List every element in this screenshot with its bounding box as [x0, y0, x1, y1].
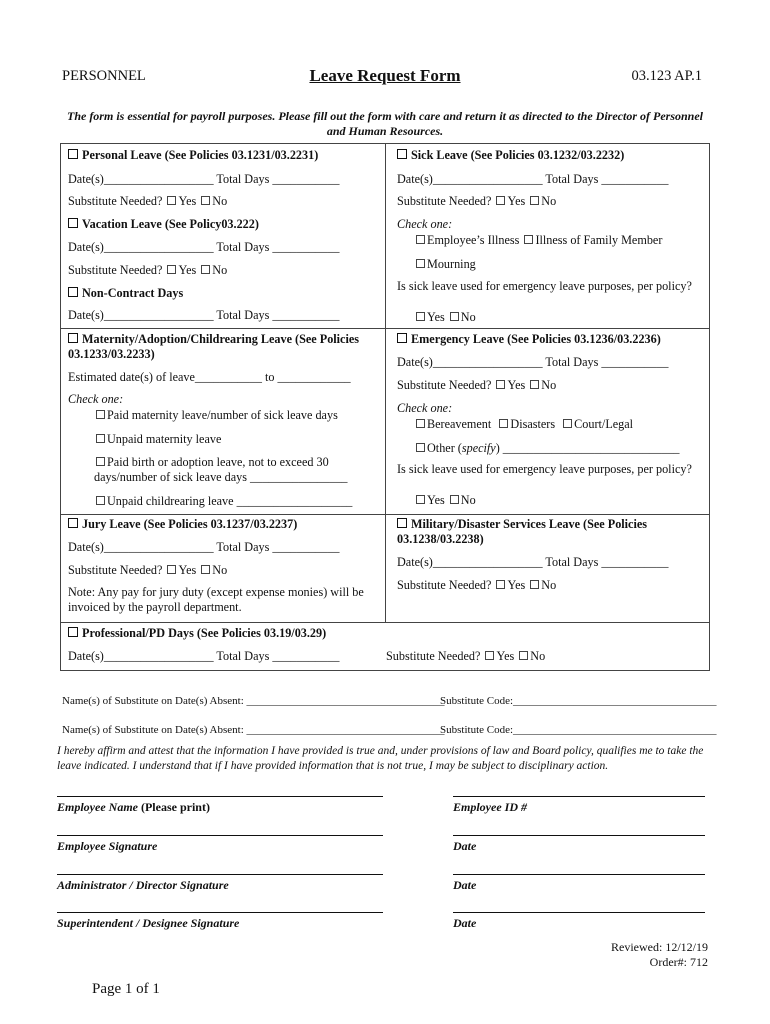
checkbox-icon[interactable]	[167, 196, 176, 205]
superintendent-signature-label: Superintendent / Designee Signature	[57, 916, 240, 930]
checkbox-icon[interactable]	[397, 333, 407, 343]
header-personnel: PERSONNEL	[62, 68, 146, 84]
sick-check-one: Check one:	[397, 217, 453, 231]
checkbox-icon[interactable]	[496, 580, 505, 589]
sick-leave-option[interactable]: Sick Leave (See Policies 03.1232/03.2232)	[397, 148, 624, 163]
checkbox-icon[interactable]	[416, 495, 425, 504]
form-code: 03.123 AP.1	[631, 68, 702, 84]
checkbox-icon[interactable]	[96, 457, 105, 466]
professional-days-option[interactable]: Professional/PD Days (See Policies 03.19/03.29)	[68, 626, 326, 641]
checkbox-icon[interactable]	[96, 496, 105, 505]
checkbox-icon[interactable]	[201, 565, 210, 574]
superintendent-date-label: Date	[453, 916, 477, 930]
jury-substitute[interactable]: Substitute Needed? Yes No	[68, 563, 228, 577]
form-title: Leave Request Form	[309, 66, 461, 85]
emergency-substitute[interactable]: Substitute Needed? Yes No	[397, 378, 557, 392]
vacation-dates[interactable]: Date(s)__________________ Total Days ___________	[68, 240, 340, 254]
personal-dates[interactable]: Date(s)__________________ Total Days ___________	[68, 172, 340, 186]
maternity-option-2[interactable]: Unpaid maternity leave	[94, 432, 221, 447]
affirmation-text: I hereby affirm and attest that the information I have provided is true and, under provisions of law and Board policy, qualifies me to take the leave indicated. I understand that if I have provided information that is not true, I may be subject to disciplinary action.	[57, 745, 704, 772]
maternity-estimated-dates[interactable]: Estimated date(s) of leave___________ to ____________	[68, 370, 351, 384]
employee-id-line[interactable]	[453, 796, 705, 797]
employee-name-line[interactable]	[57, 796, 383, 797]
admin-signature-label: Administrator / Director Signature	[57, 878, 229, 892]
maternity-option-1[interactable]: Paid maternity leave/number of sick leave days	[94, 408, 338, 423]
sick-emergency-answer[interactable]: Yes No	[414, 310, 476, 325]
page-number: Page 1 of 1	[92, 981, 160, 997]
sick-mourning-option[interactable]: Mourning	[414, 257, 476, 272]
substitute-code-1[interactable]: Substitute Code:_____________________________________	[440, 695, 717, 707]
order-number: Order#: 712	[649, 955, 708, 969]
noncontract-option[interactable]: Non-Contract Days	[68, 286, 183, 301]
checkbox-icon[interactable]	[96, 434, 105, 443]
checkbox-icon[interactable]	[524, 235, 533, 244]
jury-note: Note: Any pay for jury duty (except expense monies) will be invoiced by the payroll department.	[68, 585, 364, 614]
emergency-answer[interactable]: Yes No	[414, 493, 476, 508]
employee-date-label: Date	[453, 839, 477, 853]
military-substitute[interactable]: Substitute Needed? Yes No	[397, 578, 557, 592]
maternity-option-3[interactable]: Paid birth or adoption leave, not to exceed 30 days/number of sick leave days ________________	[94, 455, 348, 484]
professional-dates[interactable]: Date(s)__________________ Total Days ___________	[68, 649, 340, 663]
row-divider-2	[60, 514, 709, 515]
checkbox-icon[interactable]	[68, 518, 78, 528]
checkbox-icon[interactable]	[68, 149, 78, 159]
admin-date-line[interactable]	[453, 874, 705, 875]
jury-leave-option[interactable]: Jury Leave (See Policies 03.1237/03.2237)	[68, 517, 297, 532]
employee-signature-line[interactable]	[57, 835, 383, 836]
superintendent-signature-line[interactable]	[57, 912, 383, 913]
checkbox-icon[interactable]	[450, 495, 459, 504]
row-divider-3	[60, 622, 709, 623]
military-dates[interactable]: Date(s)__________________ Total Days ___________	[397, 555, 669, 569]
checkbox-icon[interactable]	[201, 196, 210, 205]
substitute-code-2[interactable]: Substitute Code:_____________________________________	[440, 724, 717, 736]
checkbox-icon[interactable]	[416, 419, 425, 428]
checkbox-icon[interactable]	[167, 265, 176, 274]
maternity-check-one: Check one:	[68, 392, 124, 406]
checkbox-icon[interactable]	[519, 651, 528, 660]
reviewed-date: Reviewed: 12/12/19	[611, 940, 708, 954]
emergency-dates[interactable]: Date(s)__________________ Total Days ___________	[397, 355, 669, 369]
maternity-leave-option[interactable]: Maternity/Adoption/Childrearing Leave (See Policies 03.1233/03.2233)	[68, 332, 360, 361]
intro-text: The form is essential for payroll purposes. Please fill out the form with care and return it as directed to the Director of Personnel and Human Resources.	[66, 109, 703, 138]
checkbox-icon[interactable]	[201, 265, 210, 274]
checkbox-icon[interactable]	[68, 287, 78, 297]
checkbox-icon[interactable]	[530, 380, 539, 389]
superintendent-date-line[interactable]	[453, 912, 705, 913]
checkbox-icon[interactable]	[563, 419, 572, 428]
employee-date-line[interactable]	[453, 835, 705, 836]
checkbox-icon[interactable]	[496, 380, 505, 389]
personal-leave-option[interactable]: Personal Leave (See Policies 03.1231/03.2231)	[68, 148, 318, 163]
military-leave-option[interactable]: Military/Disaster Services Leave (See Policies 03.1238/03.2238)	[397, 517, 648, 546]
substitute-name-2[interactable]: Name(s) of Substitute on Date(s) Absent: ____________________________________	[62, 724, 445, 736]
checkbox-icon[interactable]	[416, 235, 425, 244]
checkbox-icon[interactable]	[68, 627, 78, 637]
checkbox-icon[interactable]	[68, 333, 78, 343]
checkbox-icon[interactable]	[530, 580, 539, 589]
vacation-substitute[interactable]: Substitute Needed? Yes No	[68, 263, 228, 277]
sick-substitute[interactable]: Substitute Needed? Yes No	[397, 194, 557, 208]
emergency-leave-option[interactable]: Emergency Leave (See Policies 03.1236/03.2236)	[397, 332, 661, 347]
checkbox-icon[interactable]	[485, 651, 494, 660]
sick-illness-options[interactable]: Employee’s Illness Illness of Family Member	[414, 233, 662, 248]
emergency-type-options[interactable]: Bereavement Disasters Court/Legal	[414, 417, 633, 432]
employee-id-label: Employee ID #	[453, 800, 527, 814]
personal-substitute[interactable]: Substitute Needed? Yes No	[68, 194, 228, 208]
substitute-name-1[interactable]: Name(s) of Substitute on Date(s) Absent: ____________________________________	[62, 695, 445, 707]
emergency-check-one: Check one:	[397, 401, 453, 415]
noncontract-dates[interactable]: Date(s)__________________ Total Days ___________	[68, 308, 340, 322]
checkbox-icon[interactable]	[397, 518, 407, 528]
checkbox-icon[interactable]	[397, 149, 407, 159]
professional-substitute[interactable]: Substitute Needed? Yes No	[386, 649, 546, 663]
emergency-other-option[interactable]: Other (specify) _____________________________	[414, 441, 680, 456]
checkbox-icon[interactable]	[499, 419, 508, 428]
column-divider	[385, 143, 386, 622]
checkbox-icon[interactable]	[450, 312, 459, 321]
checkbox-icon[interactable]	[496, 196, 505, 205]
employee-signature-label: Employee Signature	[57, 839, 158, 853]
checkbox-icon[interactable]	[68, 218, 78, 228]
checkbox-icon[interactable]	[416, 443, 425, 452]
maternity-option-4[interactable]: Unpaid childrearing leave ___________________	[94, 494, 352, 509]
checkbox-icon[interactable]	[167, 565, 176, 574]
sick-emergency-question: Is sick leave used for emergency leave purposes, per policy?	[397, 279, 692, 293]
checkbox-icon[interactable]	[96, 410, 105, 419]
jury-dates[interactable]: Date(s)__________________ Total Days ___________	[68, 540, 340, 554]
checkbox-icon[interactable]	[530, 196, 539, 205]
admin-signature-line[interactable]	[57, 874, 383, 875]
checkbox-icon[interactable]	[416, 259, 425, 268]
admin-date-label: Date	[453, 878, 477, 892]
vacation-leave-option[interactable]: Vacation Leave (See Policy03.222)	[68, 217, 259, 232]
employee-name-label: Employee Name (Please print)	[57, 800, 210, 814]
emergency-question: Is sick leave used for emergency leave purposes, per policy?	[397, 462, 692, 476]
row-divider-1	[60, 328, 709, 329]
checkbox-icon[interactable]	[416, 312, 425, 321]
sick-dates[interactable]: Date(s)__________________ Total Days ___________	[397, 172, 669, 186]
